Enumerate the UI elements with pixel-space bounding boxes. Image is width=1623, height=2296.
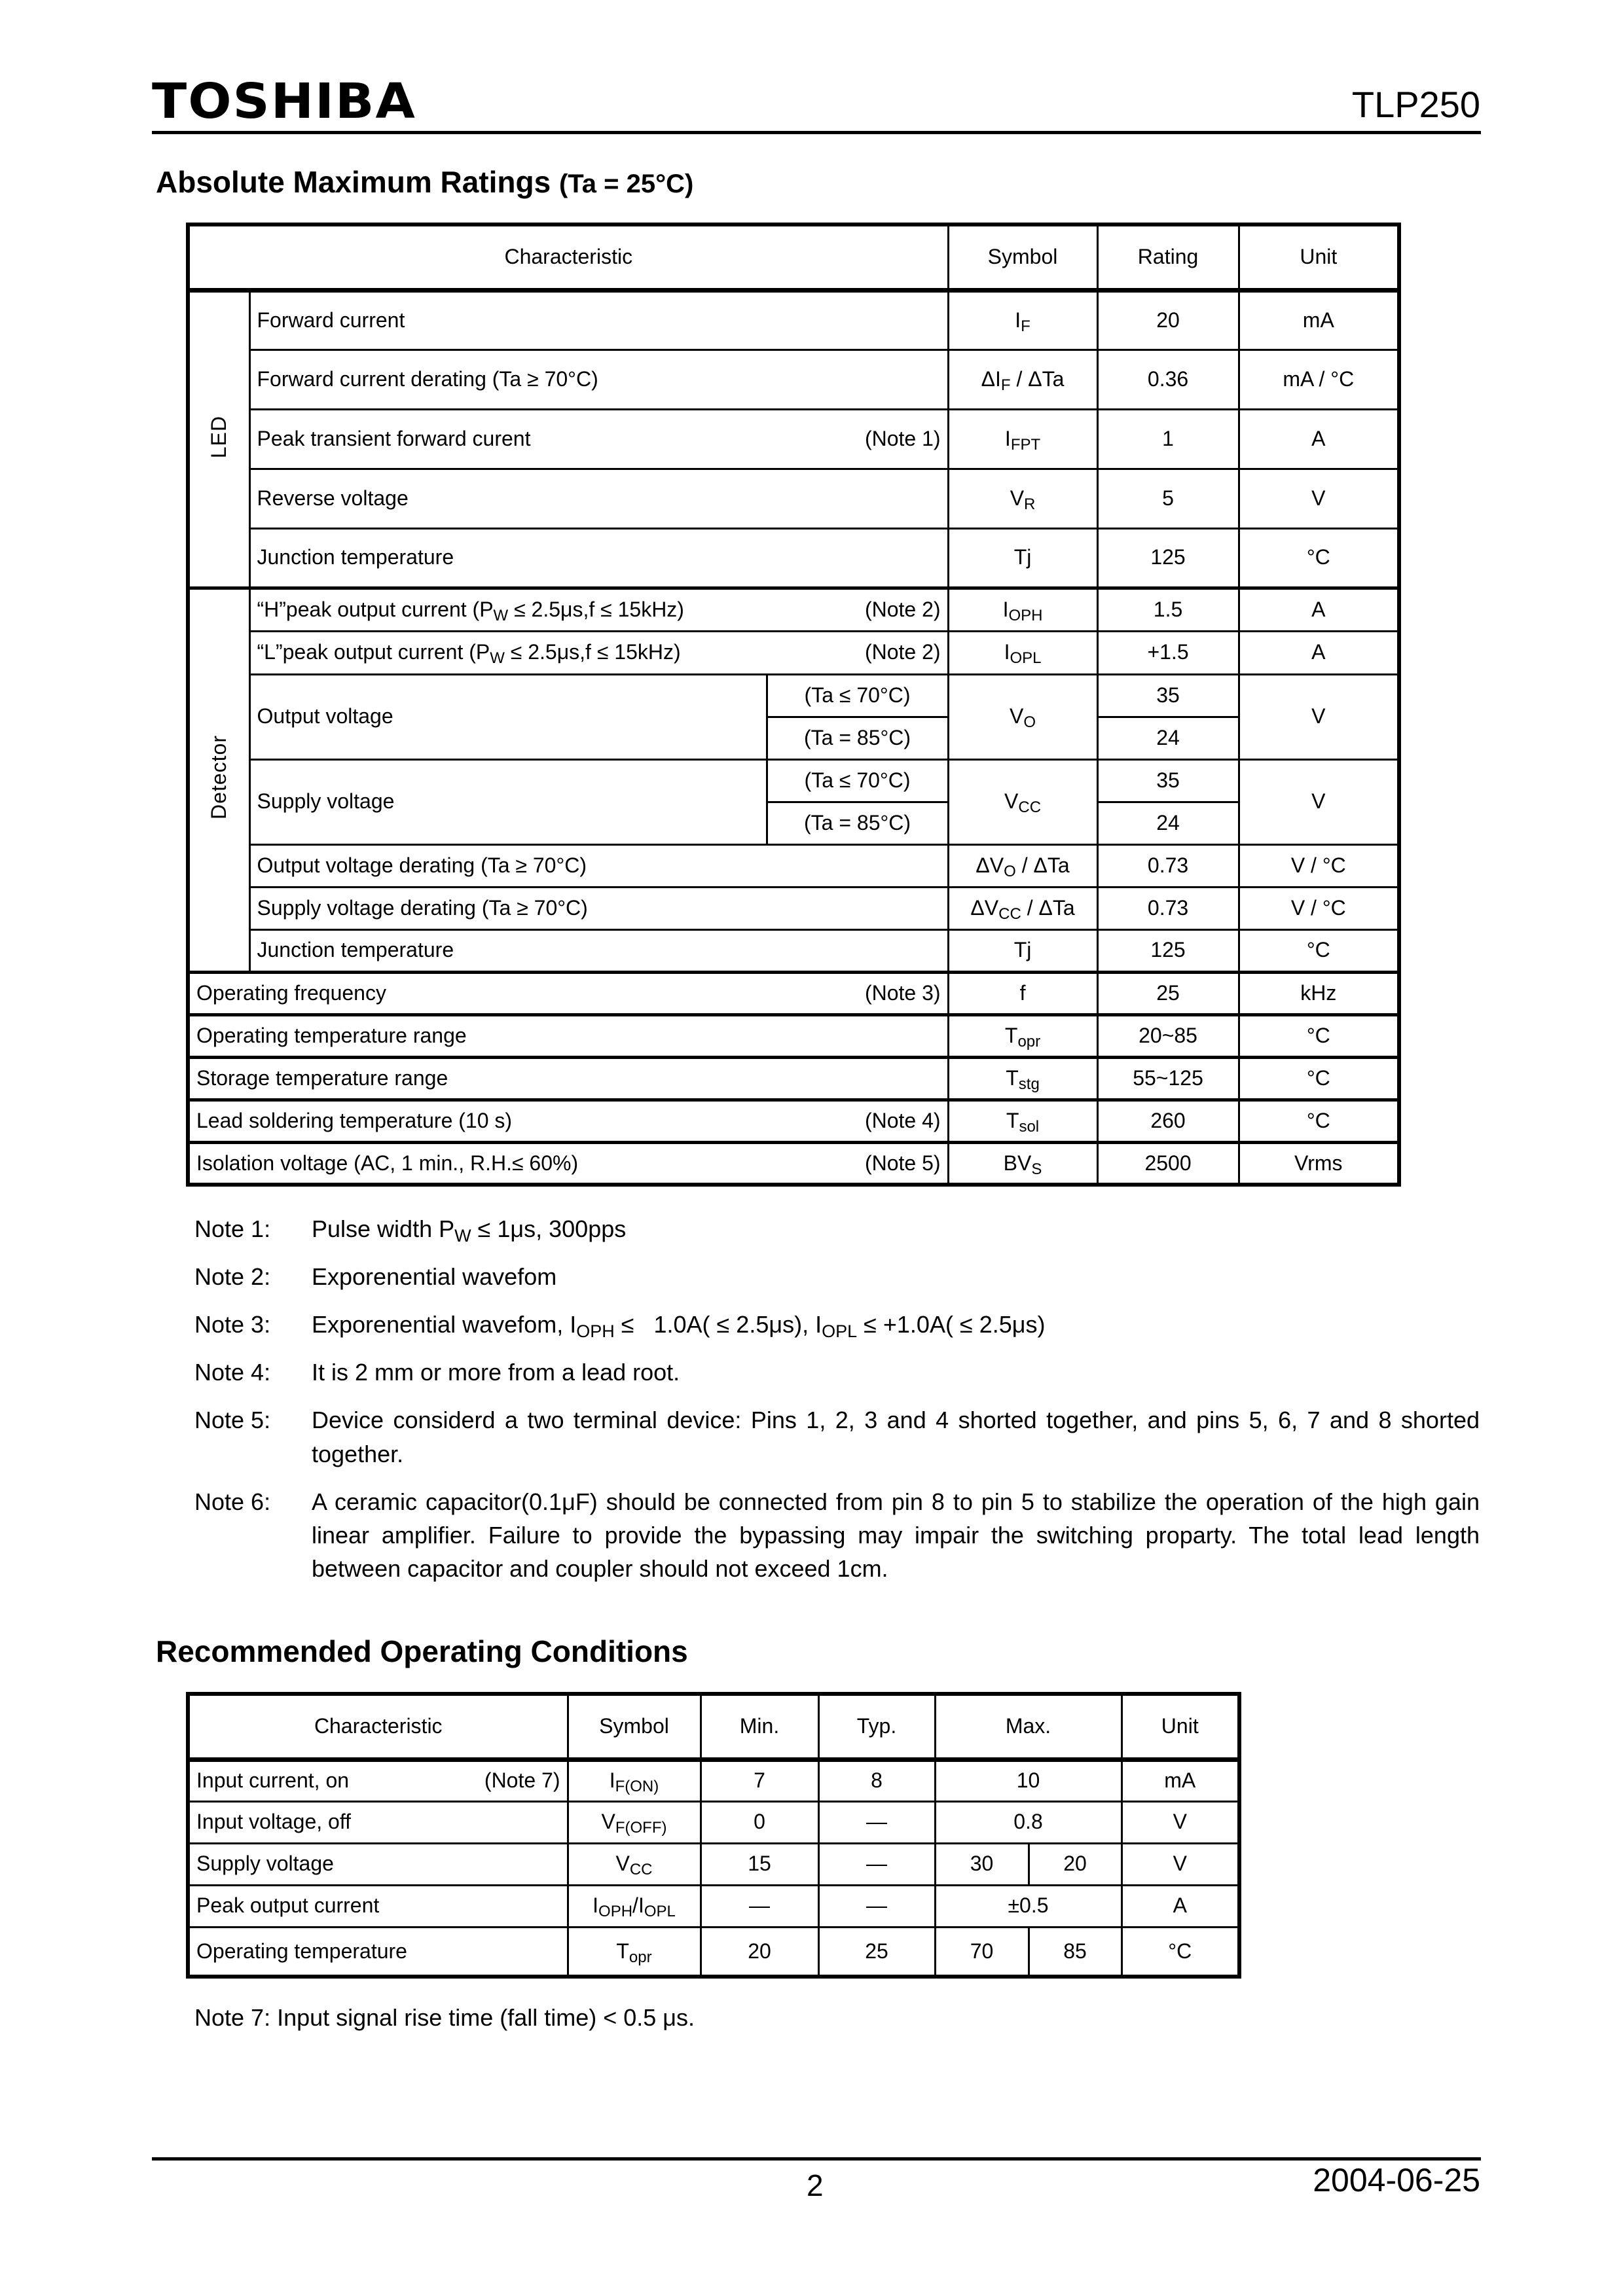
note-item: [194, 1212, 1480, 1246]
table-row: [188, 844, 1399, 887]
note-label: Note 6:: [194, 1488, 271, 1515]
unit: V / °C: [1239, 844, 1399, 887]
amr-title-condition: (Ta = 25°C): [558, 170, 694, 198]
condition: (Ta ≤ 70°C): [767, 674, 948, 717]
unit: mA: [1122, 1759, 1239, 1801]
unit: A: [1239, 409, 1399, 469]
part-number: TLP250: [1351, 84, 1480, 125]
symbol: $I_{OPH}$: [948, 588, 1097, 631]
characteristic: Operating temperature: [188, 1927, 568, 1977]
symbol: $\Delta V_O$ / ΔTa: [948, 844, 1097, 887]
amr-header-row: [188, 224, 1399, 290]
amr-table: [186, 223, 1401, 1187]
characteristic: Junction temperature: [249, 929, 948, 972]
characteristic: Junction temperature: [249, 528, 948, 588]
unit: kHz: [1239, 972, 1399, 1014]
symbol: $\Delta I_F$ / ΔTa: [948, 350, 1097, 409]
max-a: 30: [935, 1843, 1029, 1885]
table-row: [188, 1057, 1399, 1100]
characteristic: Reverse voltage: [249, 469, 948, 528]
min: —: [701, 1885, 818, 1927]
symbol: $V_{CC}$: [948, 759, 1097, 844]
condition: (Ta ≤ 70°C): [767, 759, 948, 802]
col-typ: Typ.: [818, 1694, 935, 1759]
symbol: $V_R$: [948, 469, 1097, 528]
symbol: $BV_S$: [948, 1142, 1097, 1185]
min: 20: [701, 1927, 818, 1977]
rating: 24: [1097, 802, 1239, 844]
rating: 20: [1097, 290, 1239, 350]
unit: °C: [1239, 1057, 1399, 1100]
min: 0: [701, 1801, 818, 1843]
rating: 24: [1097, 717, 1239, 759]
table-row: [188, 1927, 1239, 1977]
table-row: [188, 759, 1399, 802]
rating: 55~125: [1097, 1057, 1239, 1100]
table-row: [188, 469, 1399, 528]
note-text: It is 2 mm or more from a lead root.: [312, 1359, 680, 1386]
symbol: Tj: [948, 528, 1097, 588]
symbol: $V_{F(OFF)}$: [568, 1801, 701, 1843]
unit: V / °C: [1239, 887, 1399, 929]
note-text: Exporenential wavefom, $I_{OPH} \le 1.0A( \le 2.5\mu s)$, $I_{OPL} \le +1.0A( \le 2.5\mu s)$: [312, 1311, 1046, 1341]
max-a: 70: [935, 1927, 1029, 1977]
rating: +1.5: [1097, 631, 1239, 674]
unit: °C: [1239, 1014, 1399, 1057]
note-item: [194, 1308, 1480, 1341]
note-item: [194, 1485, 1480, 1585]
table-row: [188, 631, 1399, 674]
note-ref: (Note 3): [864, 980, 941, 1005]
col-rating: Rating: [1097, 224, 1239, 290]
table-row: [188, 1843, 1239, 1885]
symbol: $V_{CC}$: [568, 1843, 701, 1885]
note-7: Note 7: Input signal rise time (fall time) < 0.5 μs.: [194, 2004, 695, 2031]
unit: A: [1239, 631, 1399, 674]
typ: —: [818, 1885, 935, 1927]
table-row: [188, 972, 1399, 1014]
col-symbol: Symbol: [568, 1694, 701, 1759]
group-detector: Detector: [188, 588, 249, 972]
roc-header-row: [188, 1694, 1239, 1759]
footer-rule: [152, 2157, 1481, 2161]
typ: —: [818, 1843, 935, 1885]
table-row: [188, 1142, 1399, 1185]
unit: V: [1239, 759, 1399, 844]
table-row: [188, 1100, 1399, 1142]
max: 10: [935, 1759, 1122, 1801]
unit: Vrms: [1239, 1142, 1399, 1185]
col-characteristic: Characteristic: [188, 224, 948, 290]
rating: 1: [1097, 409, 1239, 469]
characteristic: Peak output current: [188, 1885, 568, 1927]
table-row: [188, 887, 1399, 929]
notes-list: [194, 1212, 1480, 1600]
unit: mA: [1239, 290, 1399, 350]
amr-section-title: [156, 167, 693, 197]
rating: 35: [1097, 759, 1239, 802]
unit: °C: [1239, 1100, 1399, 1142]
note-text: Exporenential wavefom: [312, 1263, 557, 1291]
typ: —: [818, 1801, 935, 1843]
table-row: [188, 929, 1399, 972]
note-label: Note 4:: [194, 1359, 271, 1386]
characteristic: Input voltage, off: [188, 1801, 568, 1843]
rating: 25: [1097, 972, 1239, 1014]
note-ref: (Note 5): [864, 1151, 941, 1175]
condition: (Ta = 85°C): [767, 802, 948, 844]
unit: A: [1122, 1885, 1239, 1927]
characteristic: Supply voltage: [249, 759, 767, 844]
note-label: Note 1:: [194, 1215, 271, 1242]
rating: 260: [1097, 1100, 1239, 1142]
characteristic: Output voltage: [249, 674, 767, 759]
col-unit: Unit: [1122, 1694, 1239, 1759]
table-row: [188, 674, 1399, 717]
rating: 0.73: [1097, 844, 1239, 887]
note-text: Device considerd a two terminal device: Pins 1, 2, 3 and 4 shorted together, and pins 5, 6, 7 and 8 shorted together.: [312, 1407, 1480, 1467]
characteristic: Storage temperature range: [188, 1057, 948, 1100]
max-b: 85: [1029, 1927, 1122, 1977]
unit: °C: [1239, 929, 1399, 972]
note-text: A ceramic capacitor(0.1μF) should be connected from pin 8 to pin 5 to stabilize the operation of the high gain linear amplifier. Failure to provide the bypassing may impair the switching proparty. The total lead length between capacitor and coupler should not exceed 1cm.: [312, 1488, 1480, 1582]
col-max: Max.: [935, 1694, 1122, 1759]
roc-section-title: Recommended Operating Conditions: [156, 1634, 688, 1668]
max: ±0.5: [935, 1885, 1122, 1927]
min: 7: [701, 1759, 818, 1801]
rating: 0.73: [1097, 887, 1239, 929]
characteristic: Lead soldering temperature (10 s) (Note 4): [188, 1100, 948, 1142]
table-row: [188, 1014, 1399, 1057]
note-label: Note 2:: [194, 1263, 271, 1291]
symbol: Tj: [948, 929, 1097, 972]
rating: 20~85: [1097, 1014, 1239, 1057]
table-row: [188, 1885, 1239, 1927]
table-row: [188, 409, 1399, 469]
table-row: [188, 588, 1399, 631]
condition: (Ta = 85°C): [767, 717, 948, 759]
characteristic: “L”peak output current $(P_W \le 2.5\mu s,f \le 15kHz)$ (Note 2): [249, 631, 948, 674]
symbol: $V_O$: [948, 674, 1097, 759]
note-ref: (Note 2): [864, 597, 941, 621]
rating: 1.5: [1097, 588, 1239, 631]
characteristic: Supply voltage derating (Ta ≥ 70°C): [249, 887, 948, 929]
rating: 0.36: [1097, 350, 1239, 409]
group-led: LED: [188, 290, 249, 588]
min: 15: [701, 1843, 818, 1885]
table-row: [188, 290, 1399, 350]
symbol: $I_{OPH}/I_{OPL}$: [568, 1885, 701, 1927]
amr-title-text: Absolute Maximum Ratings: [156, 165, 551, 199]
rating: 2500: [1097, 1142, 1239, 1185]
note-item: [194, 1403, 1480, 1470]
note-ref: (Note 1): [864, 426, 941, 450]
characteristic: Forward current derating (Ta ≥ 70°C): [249, 350, 948, 409]
characteristic: Operating frequency (Note 3): [188, 972, 948, 1014]
col-unit: Unit: [1239, 224, 1399, 290]
max: 0.8: [935, 1801, 1122, 1843]
typ: 8: [818, 1759, 935, 1801]
unit: V: [1122, 1843, 1239, 1885]
unit: A: [1239, 588, 1399, 631]
symbol: $I_F$: [948, 290, 1097, 350]
table-row: [188, 528, 1399, 588]
note-label: Note 5:: [194, 1407, 271, 1434]
note-item: [194, 1355, 1480, 1389]
symbol: $I_{FPT}$: [948, 409, 1097, 469]
symbol: $T_{stg}$: [948, 1057, 1097, 1100]
note-text: Pulse width $P_W \le 1\mu s$, 300pps: [312, 1215, 627, 1246]
unit: V: [1239, 674, 1399, 759]
symbol: $T_{opr}$: [568, 1927, 701, 1977]
toshiba-logo: TOSHIBA: [152, 73, 416, 130]
rating: 125: [1097, 528, 1239, 588]
rating: 5: [1097, 469, 1239, 528]
document-date: 2004-06-25: [1313, 2162, 1480, 2198]
symbol: $T_{sol}$: [948, 1100, 1097, 1142]
note-item: [194, 1260, 1480, 1293]
col-characteristic: Characteristic: [188, 1694, 568, 1759]
unit: mA / °C: [1239, 350, 1399, 409]
table-row: [188, 350, 1399, 409]
table-row: [188, 1759, 1239, 1801]
characteristic: Supply voltage: [188, 1843, 568, 1885]
page-number: 2: [807, 2168, 824, 2202]
max-b: 20: [1029, 1843, 1122, 1885]
symbol: $T_{opr}$: [948, 1014, 1097, 1057]
unit: °C: [1122, 1927, 1239, 1977]
col-min: Min.: [701, 1694, 818, 1759]
symbol: f: [948, 972, 1097, 1014]
symbol: $\Delta V_{CC}$ / ΔTa: [948, 887, 1097, 929]
rating: 125: [1097, 929, 1239, 972]
symbol: $I_{OPL}$: [948, 631, 1097, 674]
unit: V: [1239, 469, 1399, 528]
characteristic: Isolation voltage (AC, 1 min., R.H.≤ 60%) (Note 5): [188, 1142, 948, 1185]
note-ref: (Note 7): [484, 1768, 560, 1793]
note-ref: (Note 2): [864, 640, 941, 664]
header-rule: [152, 131, 1481, 134]
symbol: $I_{F(ON)}$: [568, 1759, 701, 1801]
characteristic: “H”peak output current $(P_W \le 2.5\mu s,f \le 15kHz)$ (Note 2): [249, 588, 948, 631]
characteristic: Input current, on (Note 7): [188, 1759, 568, 1801]
rating: 35: [1097, 674, 1239, 717]
note-label: Note 3:: [194, 1311, 271, 1338]
unit: V: [1122, 1801, 1239, 1843]
typ: 25: [818, 1927, 935, 1977]
characteristic: Output voltage derating (Ta ≥ 70°C): [249, 844, 948, 887]
characteristic: Forward current: [249, 290, 948, 350]
table-row: [188, 1801, 1239, 1843]
unit: °C: [1239, 528, 1399, 588]
note-ref: (Note 4): [864, 1108, 941, 1132]
col-symbol: Symbol: [948, 224, 1097, 290]
characteristic: Peak transient forward curent (Note 1): [249, 409, 948, 469]
roc-table: [186, 1692, 1241, 1979]
characteristic: Operating temperature range: [188, 1014, 948, 1057]
